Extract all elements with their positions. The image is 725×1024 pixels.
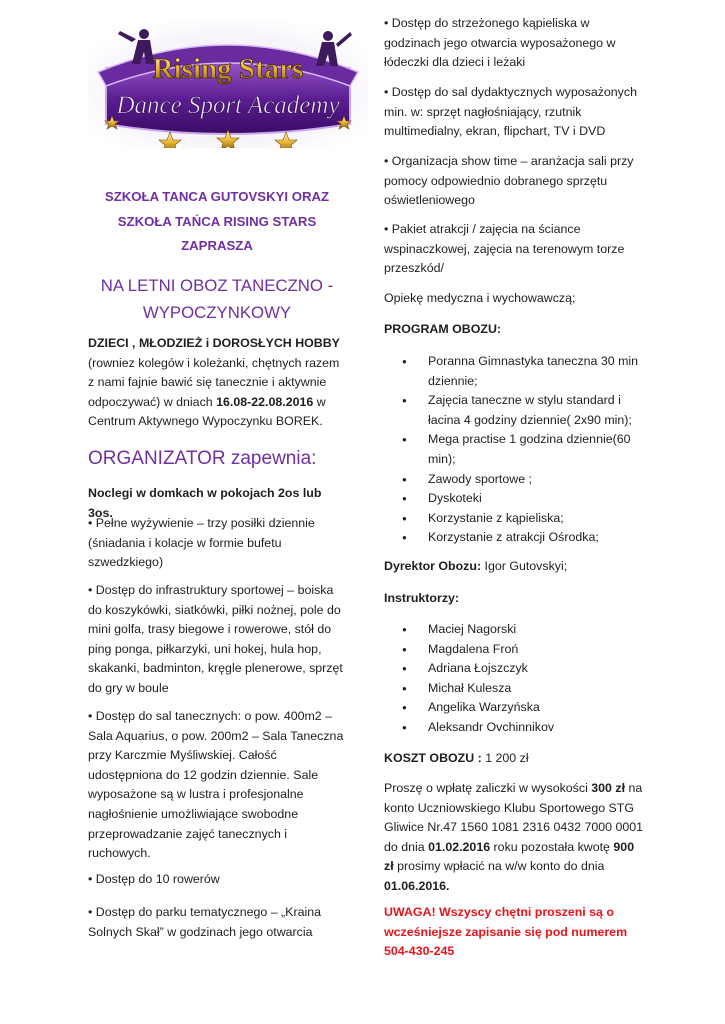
intro-dates: 16.08-22.08.2016 (216, 394, 314, 409)
organizer-heading: ORGANIZATOR zapewnia: (88, 448, 317, 469)
cost-value: 1 200 zł (481, 751, 529, 765)
lodging-info: Noclegi w domkach w pokojach 2os lub 3os. (88, 486, 322, 520)
organizer-item-6: • Dostęp do strzeżonego kąpieliska w godzinach jego otwarcia wyposażonego w łódeczki dla dzieci i leżaki (384, 16, 616, 70)
program-item: ● Zajęcia taneczne w stylu standard i łacina 4 godziny dziennie( 2x90 min); (384, 391, 646, 430)
instructor-item: ● Maciej Nagorski (384, 620, 646, 640)
payment-text: prosimy wpłacić na w/w konto do dnia (393, 859, 605, 874)
intro-paragraph (88, 334, 346, 432)
payment-text: na konto Uczniowskiego Klubu Sportowego STG Gliwice Nr.47 1560 1081 2316 0432 7000 0001 do dnia (384, 781, 644, 854)
header-line-2: SZKOŁA TAŃCA RISING STARS (117, 214, 317, 229)
program-item: ● Dyskoteki (384, 489, 646, 509)
instructor-item: ● Adriana Łojszczyk (384, 659, 646, 679)
organizer-item-1: • Pełne wyżywienie – trzy posiłki dziennie (śniadania i kolacje w formie bufetu szwedzkiego) (88, 516, 315, 570)
director-name: Igor Gutovskyi; (481, 559, 568, 573)
organizer-item-2: • Dostęp do infrastruktury sportowej – boiska do koszykówki, siatkówki, piłki nożnej, pole do mini golfa, trasy biegowe i rowerowe, stół do ping ponga, piłkarzyki, uni hokej, hula hop, skakanki, badminton, kręgle plenerowe, sprzęt do gry w boule (88, 583, 343, 695)
instructor-item: ● Aleksandr Ovchinnikov (384, 718, 646, 738)
instructor-item: ● Angelika Warzyńska (384, 698, 646, 718)
logo-title: Rising Stars (152, 53, 304, 85)
final-deadline: 01.06.2016. (384, 878, 450, 893)
instructor-item: ● Magdalena Froń (384, 640, 646, 660)
instructors-heading: Instruktorzy: (384, 591, 460, 605)
organizer-item-4: • Dostęp do 10 rowerów (88, 872, 220, 886)
remaining-amount: 900 zł (384, 839, 635, 874)
deposit-amount: 300 zł (591, 781, 626, 795)
director-line (384, 557, 646, 577)
payment-paragraph (384, 779, 646, 897)
director-label: Dyrektor Obozu: (384, 559, 482, 573)
cost-line (384, 749, 646, 769)
camp-title-line-2: WYPOCZYNKOWY (142, 303, 292, 322)
program-list (384, 352, 646, 548)
header-line-1: SZKOŁA TANCA GUTOVSKYI ORAZ (104, 189, 330, 204)
rising-stars-logo (88, 20, 368, 148)
payment-text: roku pozostała kwotę (490, 839, 614, 854)
camp-title-line-1: NA LETNI OBOZ TANECZNO - (100, 276, 334, 295)
program-heading: PROGRAM OBOZU: (384, 322, 502, 336)
instructor-item: ● Michał Kulesza (384, 679, 646, 699)
program-item: ● Mega practise 1 godzina dziennie(60 min); (384, 430, 646, 469)
organizer-item-5: • Dostęp do parku tematycznego – „Kraina Solnych Skał” w godzinach jego otwarcia (88, 905, 322, 939)
cost-label: KOSZT OBOZU : (384, 751, 482, 765)
intro-audience: DZIECI , MŁODZIEŻ i DOROSŁYCH HOBBY (88, 336, 340, 350)
organizer-item-3: • Dostęp do sal tanecznych: o pow. 400m2 – Sala Aquarius, o pow. 200m2 – Sala Taneczna przy Karczmie Myśliwskiej. Całość udostępniona do 12 godzin dziennie. Sale wyposażone są w lustra i profesjonalne nagłośnienie umożliwiające swobodne przeprowadzanie zajęć tanecznych i ruchowych. (88, 709, 344, 861)
program-item: ● Poranna Gimnastyka taneczna 30 min dziennie; (384, 352, 646, 391)
logo-subtitle: Dance Sport Academy (116, 92, 340, 119)
intro-text-2: w Centrum Aktywnego Wypoczynku BOREK. (88, 394, 326, 429)
header-line-3: ZAPRASZA (181, 238, 253, 253)
care-info: Opiekę medyczna i wychowawczą; (384, 291, 576, 305)
program-item: ● Zawody sportowe ; (384, 470, 646, 490)
payment-text: Proszę o wpłatę zaliczki w wysokości (384, 781, 592, 795)
instructors-list (384, 620, 646, 738)
program-item: ● Korzystanie z atrakcji Ośrodka; (384, 528, 646, 548)
organizer-item-8: • Organizacja show time – aranżacja sali przy pomocy odpowiednio dobranego sprzętu oświetleniowego (384, 154, 634, 208)
organizer-item-7: • Dostęp do sal dydaktycznych wyposażonych min. w: sprzęt nagłośniający, rzutnik multimedialny, ekran, flipchart, TV i DVD (384, 85, 637, 139)
intro-text-1: (rowniez kolegów i koleżanki, chętnych razem z nami fajnie bawić się tanecznie i aktywnie odpoczywać) w dniach (88, 355, 340, 409)
program-item: ● Korzystanie z kąpieliska; (384, 509, 646, 529)
organizer-item-9: • Pakiet atrakcji / zajęcia na ściance wspinaczkowej, zajęcia na terenowym torze przeszkód/ (384, 222, 625, 276)
warning-notice: UWAGA! Wszyscy chętni proszeni są o wcześniejsze zapisanie się pod numerem 504-430-245 (384, 905, 628, 959)
deposit-deadline: 01.02.2016 (428, 839, 491, 854)
